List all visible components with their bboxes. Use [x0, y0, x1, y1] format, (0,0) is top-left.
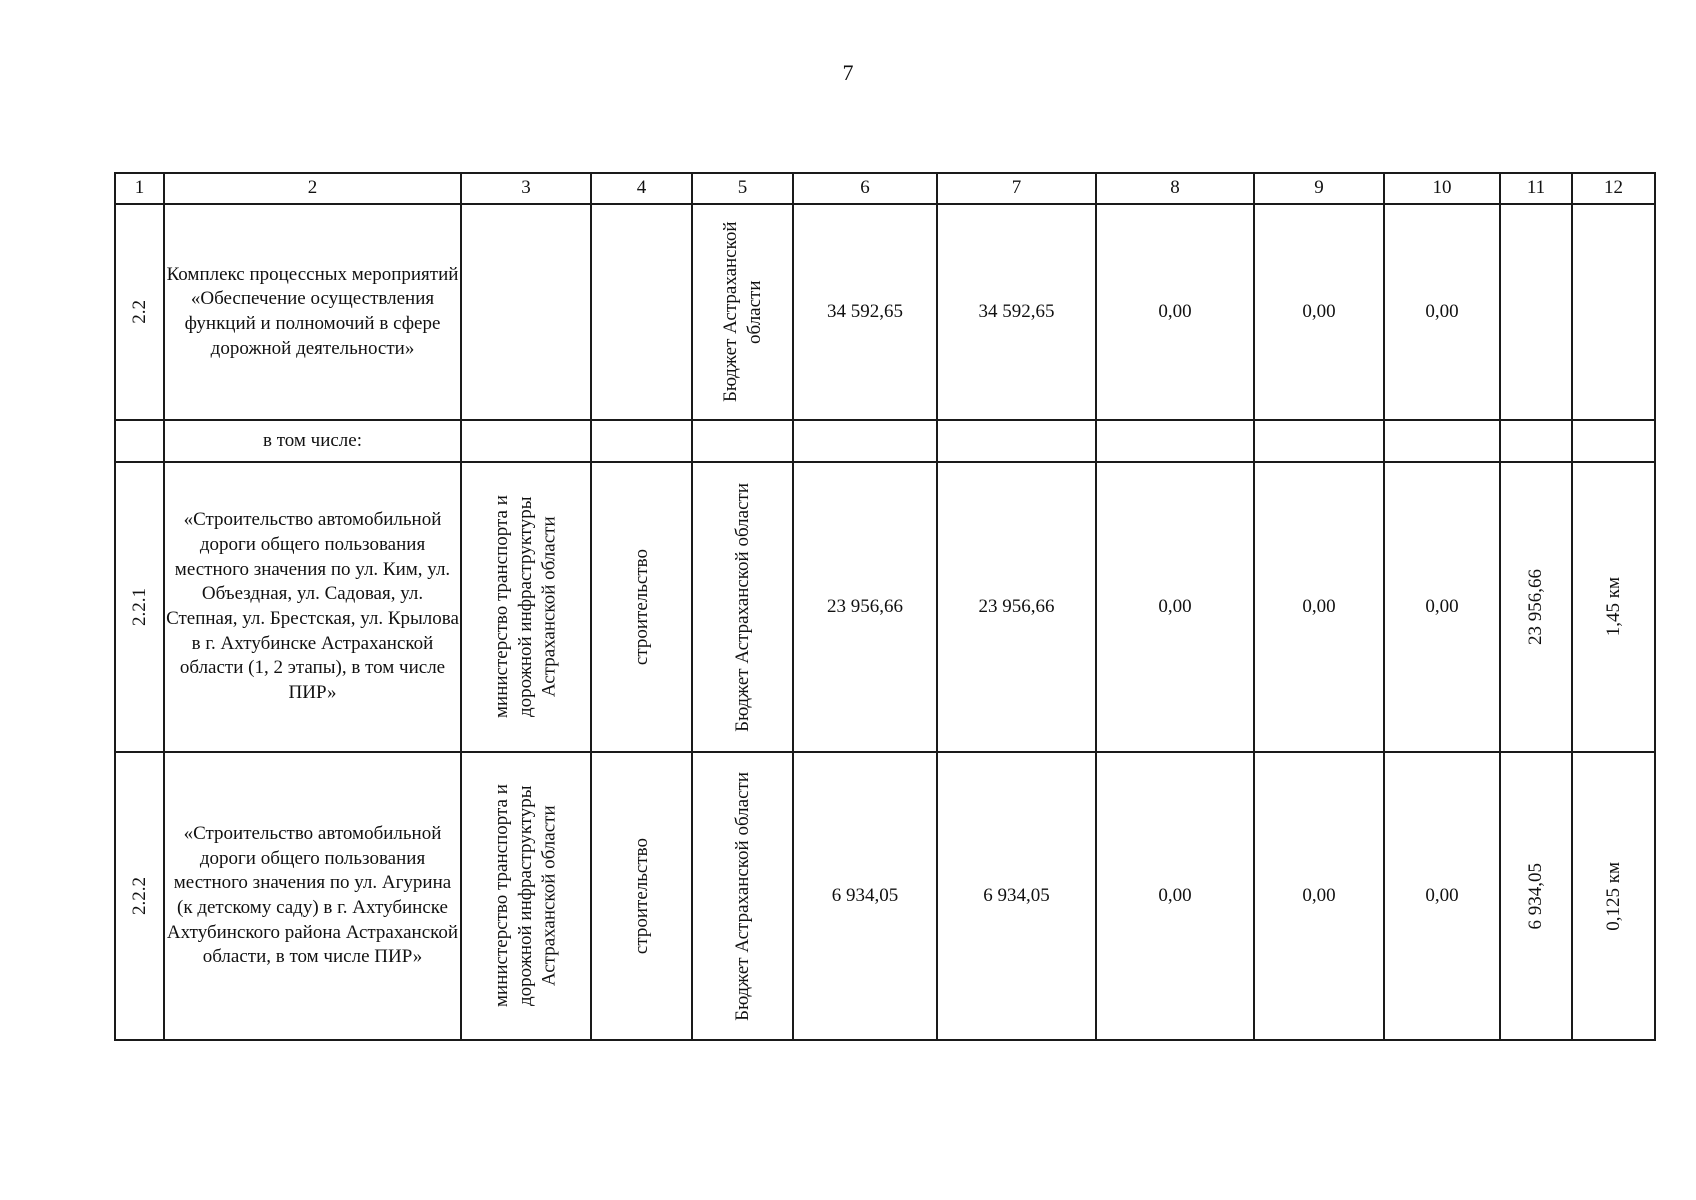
header-cell: 7: [937, 173, 1096, 204]
empty-cell: [793, 420, 937, 462]
value-cell-6: 23 956,66: [793, 462, 937, 752]
value-cell-9: 0,00: [1254, 752, 1384, 1040]
empty-cell: [692, 420, 793, 462]
value-cell-7: 6 934,05: [937, 752, 1096, 1040]
executor: министерство транспорта и дорожной инфраструктуры Астраханской области: [491, 495, 560, 719]
value-12: 0,125 км: [1602, 861, 1624, 931]
row-number: 2.2.2: [128, 877, 150, 915]
activity-name: «Строительство автомобильной дороги общего пользования местного значения по ул. Ким, ул. Объездная, ул. Садовая, ул. Степная, ул. Брестская, ул. Крылова в г. Ахтубинске Астраханской области (1, 2 этапы), в том числе ПИР»: [164, 462, 461, 752]
table-row: [115, 752, 1655, 1040]
row-number-cell: [115, 204, 164, 420]
value-cell-12: [1572, 204, 1655, 420]
value-cell-8: 0,00: [1096, 462, 1254, 752]
value-cell-6: 6 934,05: [793, 752, 937, 1040]
work-type: строительство: [630, 837, 652, 955]
empty-cell: [1384, 420, 1500, 462]
empty-cell: [461, 420, 591, 462]
table-header-row: [115, 173, 1655, 204]
row-number-cell: [115, 752, 164, 1040]
header-cell: 9: [1254, 173, 1384, 204]
value-cell-11: [1500, 462, 1572, 752]
value-cell-8: 0,00: [1096, 204, 1254, 420]
table-row: [115, 420, 1655, 462]
header-cell: 12: [1572, 173, 1655, 204]
table-row: [115, 462, 1655, 752]
value-cell-12: [1572, 462, 1655, 752]
work-type-cell: [591, 752, 692, 1040]
value-cell-8: 0,00: [1096, 752, 1254, 1040]
executor: министерство транспорта и дорожной инфраструктуры Астраханской области: [491, 784, 560, 1008]
funding-source-cell: [692, 204, 793, 420]
empty-cell: [1096, 420, 1254, 462]
empty-cell: [937, 420, 1096, 462]
funding-source: Бюджет Астраханской области: [731, 482, 753, 732]
empty-cell: [1500, 420, 1572, 462]
header-cell: 5: [692, 173, 793, 204]
executor-cell: [461, 462, 591, 752]
work-type: строительство: [630, 548, 652, 666]
header-cell: 4: [591, 173, 692, 204]
including-label: в том числе:: [164, 420, 461, 462]
budget-table: [114, 172, 1656, 1041]
value-cell-11: [1500, 752, 1572, 1040]
page-number: 7: [842, 60, 854, 85]
work-type-cell: [591, 204, 692, 420]
funding-source: Бюджет Астраханской области: [719, 221, 765, 403]
header-cell: 3: [461, 173, 591, 204]
header-cell: 2: [164, 173, 461, 204]
value-12: 1,45 км: [1602, 577, 1624, 637]
empty-cell: [1572, 420, 1655, 462]
funding-source-cell: [692, 462, 793, 752]
value-cell-10: 0,00: [1384, 752, 1500, 1040]
value-cell-7: 23 956,66: [937, 462, 1096, 752]
funding-source: Бюджет Астраханской области: [731, 771, 753, 1021]
value-cell-11: [1500, 204, 1572, 420]
value-cell-6: 34 592,65: [793, 204, 937, 420]
value-cell-9: 0,00: [1254, 462, 1384, 752]
funding-source-cell: [692, 752, 793, 1040]
header-cell: 10: [1384, 173, 1500, 204]
row-number: 2.2.1: [128, 588, 150, 626]
row-number: 2.2: [128, 300, 150, 324]
value-cell-10: 0,00: [1384, 462, 1500, 752]
executor-cell: [461, 204, 591, 420]
work-type-cell: [591, 462, 692, 752]
table-row: [115, 204, 1655, 420]
header-cell: 6: [793, 173, 937, 204]
empty-cell: [591, 420, 692, 462]
executor-cell: [461, 752, 591, 1040]
value-cell-12: [1572, 752, 1655, 1040]
value-cell-9: 0,00: [1254, 204, 1384, 420]
header-cell: 11: [1500, 173, 1572, 204]
value-11: 6 934,05: [1525, 862, 1547, 930]
empty-cell: [1254, 420, 1384, 462]
activity-name: «Строительство автомобильной дороги общего пользования местного значения по ул. Агурина (к детскому саду) в г. Ахтубинске Ахтубинского района Астраханской области, в том числе ПИР»: [164, 752, 461, 1040]
value-cell-10: 0,00: [1384, 204, 1500, 420]
activity-name: Комплекс процессных мероприятий «Обеспечение осуществления функций и полномочий в сфере дорожной деятельности»: [164, 204, 461, 420]
row-number-cell: [115, 420, 164, 462]
header-cell: 1: [115, 173, 164, 204]
value-11: 23 956,66: [1525, 569, 1547, 645]
value-cell-7: 34 592,65: [937, 204, 1096, 420]
row-number-cell: [115, 462, 164, 752]
header-cell: 8: [1096, 173, 1254, 204]
